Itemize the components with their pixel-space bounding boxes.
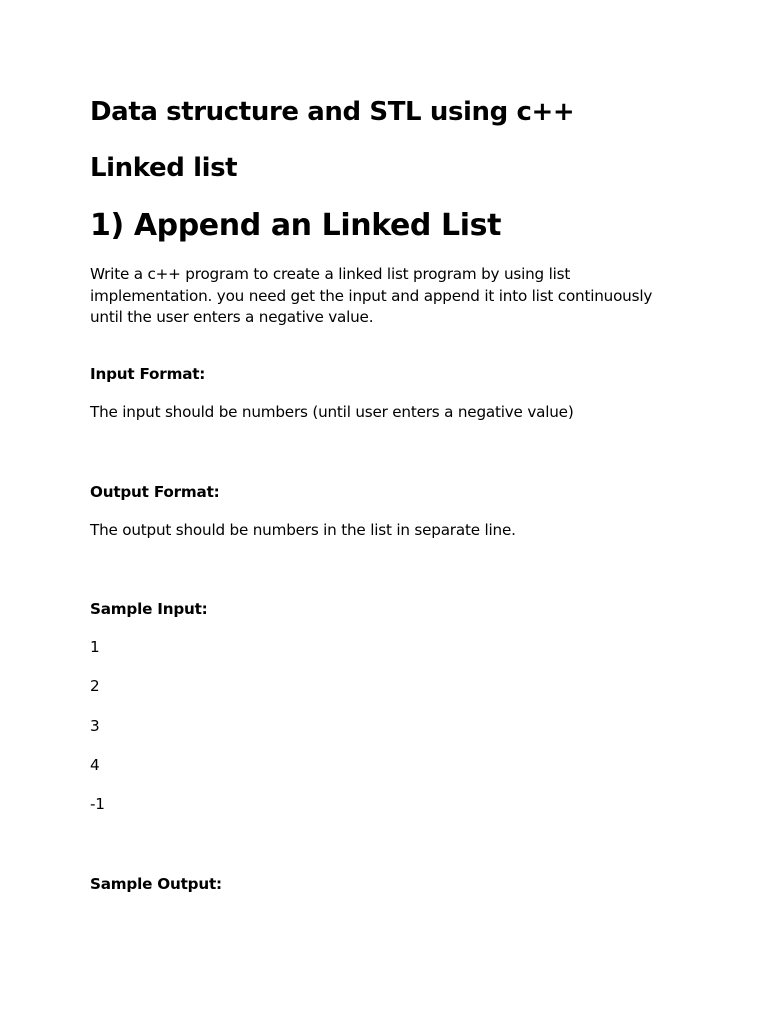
sample-input-value: 1 xyxy=(90,638,100,656)
problem-heading: 1) Append an Linked List xyxy=(90,208,502,243)
sample-input-value: -1 xyxy=(90,795,105,813)
sample-input-value: 2 xyxy=(90,677,100,695)
document-title: Data structure and STL using c++ xyxy=(90,97,575,127)
output-format-label: Output Format: xyxy=(90,483,220,501)
sample-input-value: 4 xyxy=(90,756,100,774)
sample-output-label: Sample Output: xyxy=(90,875,222,893)
input-format-text: The input should be numbers (until user enters a negative value) xyxy=(90,403,574,421)
section-title: Linked list xyxy=(90,153,238,183)
sample-input-label: Sample Input: xyxy=(90,600,208,618)
output-format-text: The output should be numbers in the list in separate line. xyxy=(90,521,516,539)
input-format-label: Input Format: xyxy=(90,365,206,383)
sample-input-value: 3 xyxy=(90,717,100,735)
problem-description: Write a c++ program to create a linked list program by using list implementation. you need get the input and append it into list continuously until the user enters a negative value. xyxy=(90,265,653,326)
